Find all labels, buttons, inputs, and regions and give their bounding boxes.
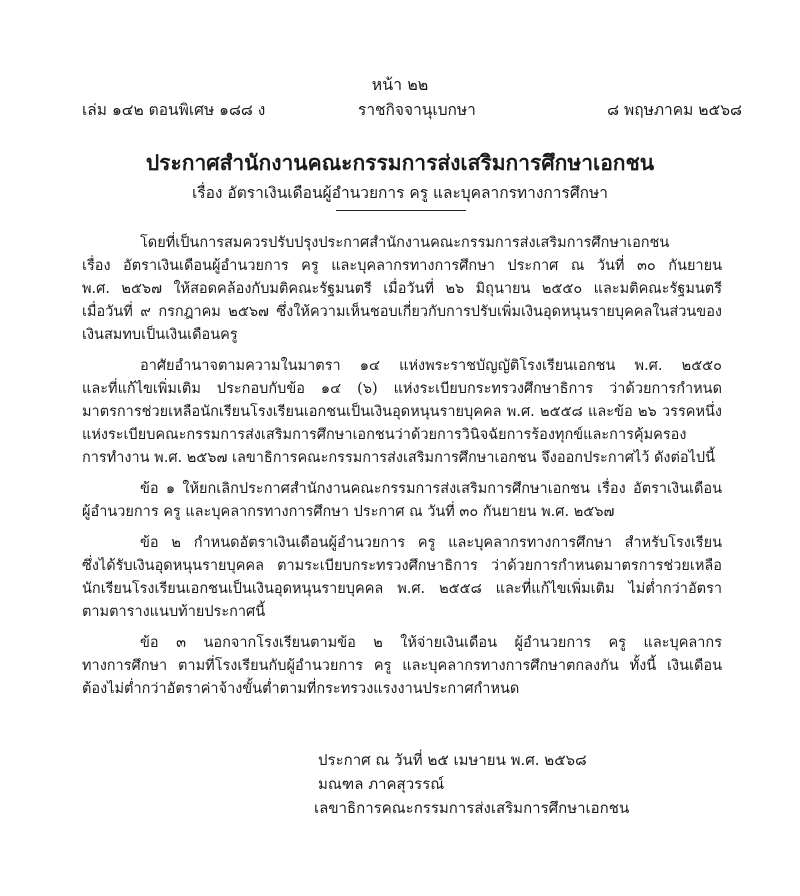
document-body bbox=[82, 232, 722, 701]
paragraph-line: โดยที่เป็นการสมควรปรับปรุงประกาศสำนักงานคณะกรรมการส่งเสริมการศึกษาเอกชน bbox=[140, 235, 670, 251]
signatory-name: มณฑล ภาคสุวรรณ์ bbox=[318, 775, 445, 793]
clause-3 bbox=[82, 632, 722, 701]
paragraph-line: ต้องไม่ต่ำกว่าอัตราค่าจ้างขั้นต่ำตามที่กระทรวงแรงงานประกาศกำหนด bbox=[82, 681, 520, 697]
page-number: หน้า ๒๒ bbox=[371, 75, 429, 94]
document-subtitle: เรื่อง อัตราเงินเดือนผู้อำนวยการ ครู และบุคลากรทางการศึกษา bbox=[192, 184, 608, 202]
paragraph-line: เงินสมทบเป็นเงินเดือนครู bbox=[82, 327, 238, 343]
paragraph-line: นักเรียนโรงเรียนเอกชนเป็นเงินอุดหนุนรายบุคคล พ.ศ. ๒๕๕๘ และที่แก้ไขเพิ่มเติม ไม่ต่ำกว่าอัตรา bbox=[82, 581, 722, 597]
gazette-header bbox=[82, 97, 742, 119]
clause-2 bbox=[82, 532, 722, 624]
paragraph-line: ซึ่งได้รับเงินอุดหนุนรายบุคคล ตามระเบียบกระทรวงศึกษาธิการ ว่าด้วยการกำหนดมาตรการช่วยเหลือ bbox=[82, 558, 722, 574]
signature-block bbox=[314, 748, 630, 820]
paragraph-line: ตามตารางแนบท้ายประกาศนี้ bbox=[82, 604, 266, 620]
paragraph-line: และที่แก้ไขเพิ่มเติม ประกอบกับข้อ ๑๔ (๖) แห่งระเบียบกระทรวงศึกษาธิการ ว่าด้วยการกำหนด bbox=[82, 381, 722, 397]
document-title: ประกาศสำนักงานคณะกรรมการส่งเสริมการศึกษาเอกชน bbox=[145, 150, 655, 175]
paragraph-line: มาตรการช่วยเหลือนักเรียนโรงเรียนเอกชนเป็นเงินอุดหนุนรายบุคคล พ.ศ. ๒๕๕๘ และข้อ ๒๖ วรรคหนึ่ง bbox=[82, 404, 722, 420]
gazette-name: ราชกิจจานุเบกษา bbox=[358, 101, 476, 119]
paragraph-line: แห่งระเบียบคณะกรรมการส่งเสริมการศึกษาเอกชนว่าด้วยการวินิจฉัยการร้องทุกข์และการคุ้มครอง bbox=[82, 427, 687, 443]
paragraph-line: เมื่อวันที่ ๙ กรกฎาคม ๒๕๖๗ ซึ่งให้ความเห็นชอบเกี่ยวกับการปรับเพิ่มเงินอุดหนุนรายบุคคลในส่วนของ bbox=[82, 304, 722, 320]
paragraph-line: ข้อ ๓ นอกจากโรงเรียนตามข้อ ๒ ให้จ่ายเงินเดือน ผู้อำนวยการ ครู และบุคลากร bbox=[140, 635, 722, 651]
clause-1 bbox=[82, 478, 722, 524]
paragraph-line: ข้อ ๒ กำหนดอัตราเงินเดือนผู้อำนวยการ ครู และบุคลากรทางการศึกษา สำหรับโรงเรียน bbox=[140, 535, 722, 551]
paragraph-line: พ.ศ. ๒๕๖๗ ให้สอดคล้องกับมติคณะรัฐมนตรี เมื่อวันที่ ๒๖ มิถุนายน ๒๕๕๐ และมติคณะรัฐมนตรี bbox=[82, 281, 722, 297]
paragraph-line: ทางการศึกษา ตามที่โรงเรียนกับผู้อำนวยการ ครู และบุคลากรทางการศึกษาตกลงกัน ทั้งนี้ เงินเดือน bbox=[82, 658, 722, 674]
paragraph-line: เรื่อง อัตราเงินเดือนผู้อำนวยการ ครู และบุคลากรทางการศึกษา ประกาศ ณ วันที่ ๓๐ กันยายน bbox=[82, 258, 722, 274]
announcement-date: ประกาศ ณ วันที่ ๒๕ เมษายน พ.ศ. ๒๕๖๘ bbox=[318, 751, 587, 769]
paragraph-preamble bbox=[82, 232, 722, 347]
volume-label: เล่ม ๑๔๒ ตอนพิเศษ ๑๘๘ ง bbox=[82, 101, 266, 119]
title-divider bbox=[336, 210, 466, 211]
paragraph-line: อาศัยอำนาจตามความในมาตรา ๑๔ แห่งพระราชบัญญัติโรงเรียนเอกชน พ.ศ. ๒๕๕๐ bbox=[140, 358, 722, 374]
publication-date: ๘ พฤษภาคม ๒๕๖๘ bbox=[607, 101, 742, 119]
paragraph-authority bbox=[82, 355, 722, 470]
paragraph-line: การทำงาน พ.ศ. ๒๕๖๗ เลขาธิการคณะกรรมการส่งเสริมการศึกษาเอกชน จึงออกประกาศไว้ ดังต่อไปนี้ bbox=[82, 450, 716, 466]
paragraph-line: ข้อ ๑ ให้ยกเลิกประกาศสำนักงานคณะกรรมการส่งเสริมการศึกษาเอกชน เรื่อง อัตราเงินเดือน bbox=[140, 481, 722, 497]
signatory-position: เลขาธิการคณะกรรมการส่งเสริมการศึกษาเอกชน bbox=[314, 799, 630, 817]
paragraph-line: ผู้อำนวยการ ครู และบุคลากรทางการศึกษา ประกาศ ณ วันที่ ๓๐ กันยายน พ.ศ. ๒๕๖๗ bbox=[82, 504, 615, 520]
